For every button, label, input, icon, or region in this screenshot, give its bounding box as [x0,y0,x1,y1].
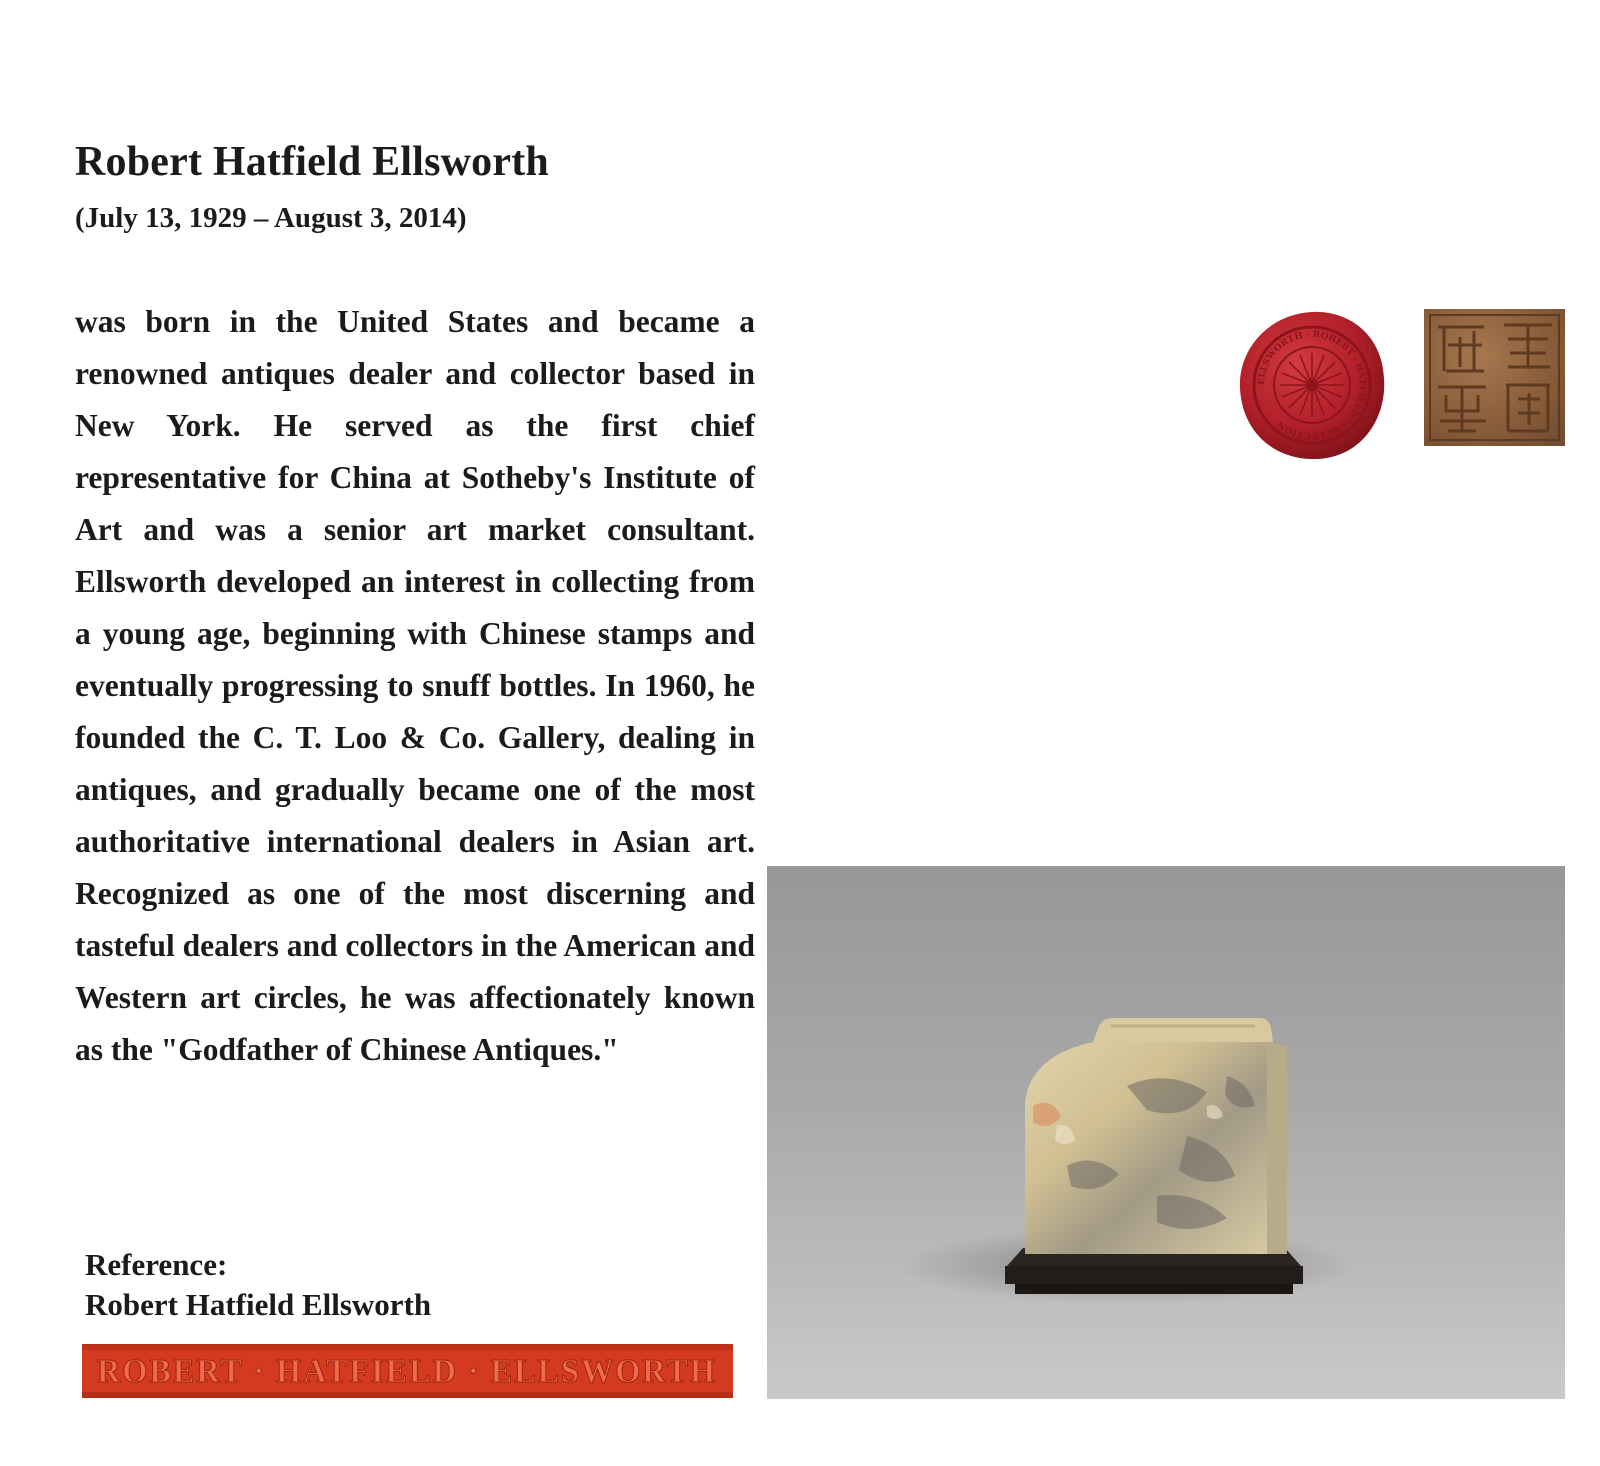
soapstone-seal-photo [767,866,1565,1399]
page-title: Robert Hatfield Ellsworth [75,139,549,185]
name-stamp-image [82,1344,733,1398]
life-dates: (July 13, 1929 – August 3, 2014) [75,202,467,234]
reference-label: Reference: [85,1247,228,1282]
reference-name: Robert Hatfield Ellsworth [85,1287,432,1322]
soapstone-seal-icon [767,866,1565,1399]
imperial-seal-mark-image [1424,309,1565,446]
name-stamp-text: ROBERT · HATFIELD · ELLSWORTH [97,1353,717,1390]
wax-seal-text: ELLSWORTH · ROBERT · HATFIELD · COLLECTION [1256,329,1368,441]
wax-seal-image [1236,308,1388,462]
name-stamp-icon [82,1344,733,1398]
seal-mark-icon [1424,309,1565,446]
biography-text: was born in the United States and became a renowned antiques dealer and collector based in New York. He served as the first chief representative for China at Sotheby's Institute of Art and was a senior art market consultant. Ellsworth developed an interest in collecting from a young age, beginning with Chinese stamps and eventually progressing to snuff bottles. In 1960, he founded the C. T. Loo & Co. Gallery, dealing in antiques, and gradually became one of the most authoritative international dealers in Asian art. Recognized as one of the most discerning and tasteful dealers and collectors in the American and Western art circles, he was affectionately known as the "Godfather of Chinese Antiques." [75,304,755,1067]
wax-seal-icon [1236,308,1388,462]
